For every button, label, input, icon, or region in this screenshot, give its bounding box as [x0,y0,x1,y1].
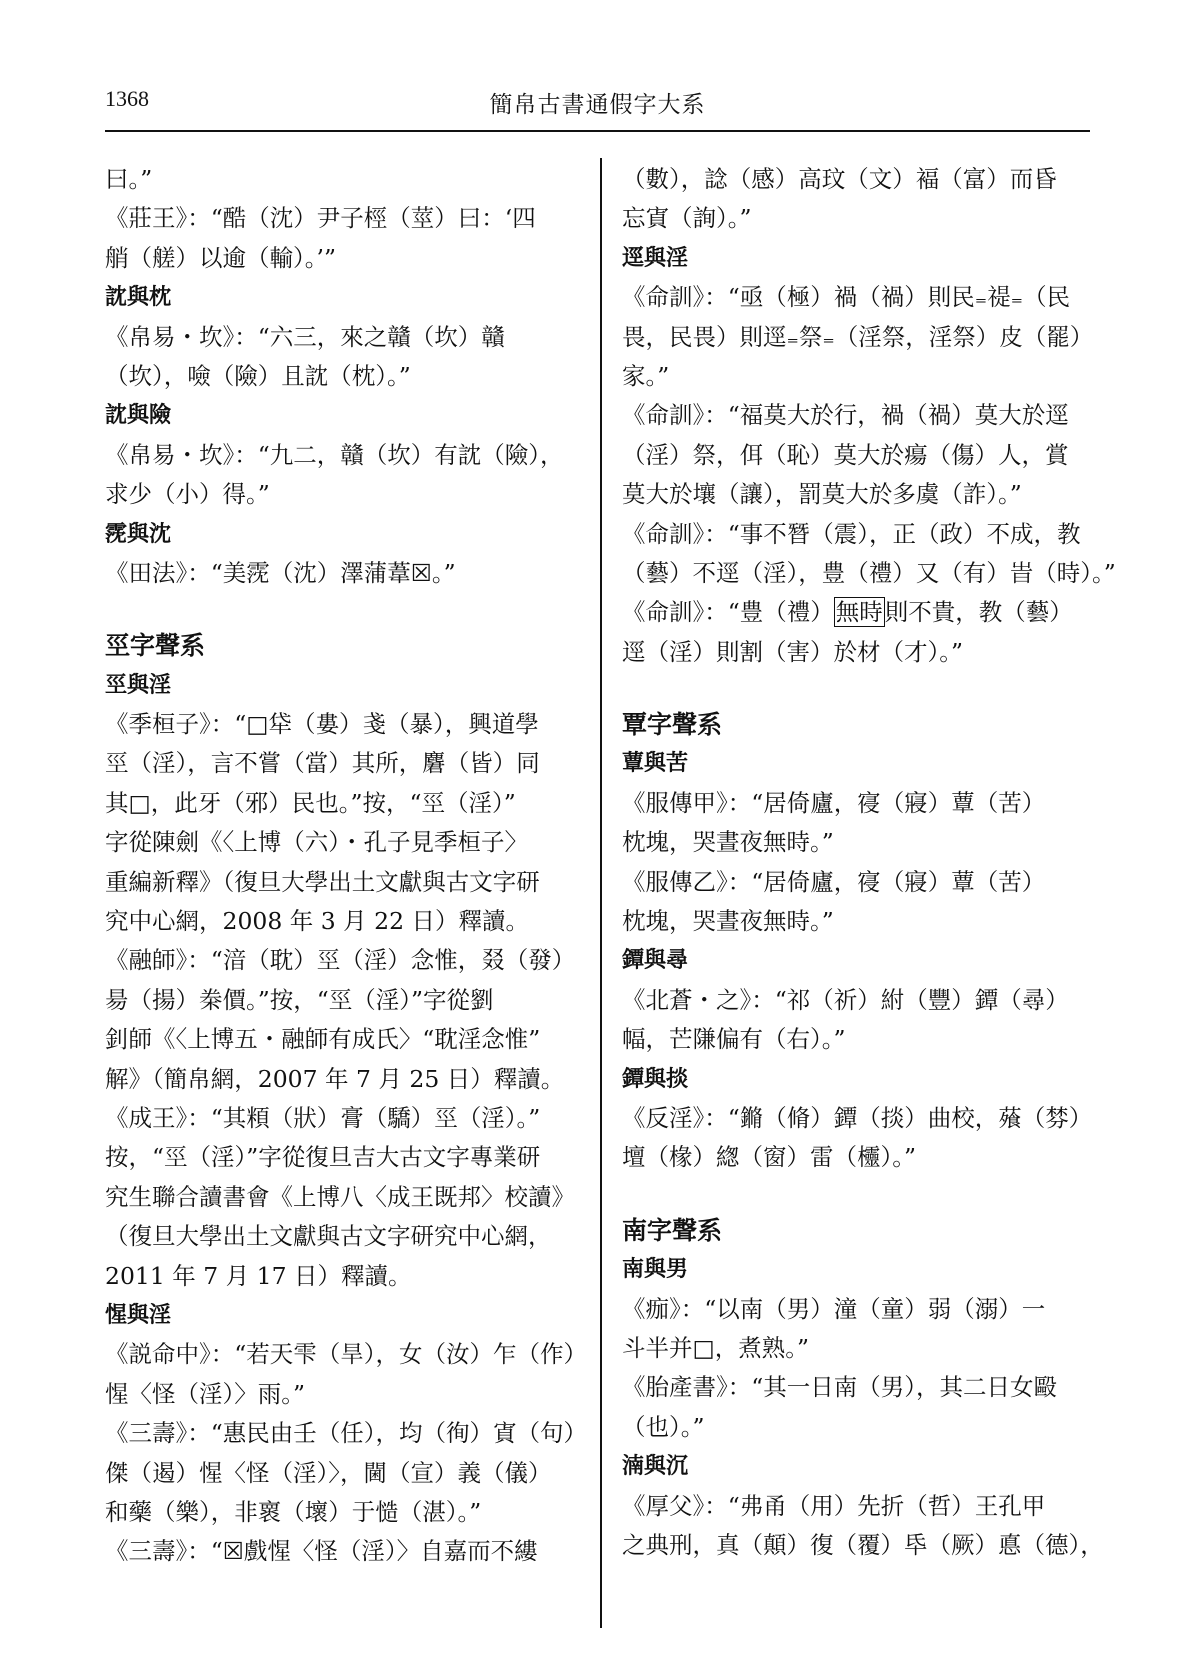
text-line: 《帛易・坎》：“六三，來之贛（坎）贛 [105,322,505,351]
text-line: 《命訓》：“福莫大於行，禍（禍）莫大於逕 [622,401,1069,430]
text-line: （數），諗（感）高玟（文）褔（富）而昏 [622,165,1057,193]
entry-heading: 蕈與苦 [622,751,689,777]
text-line [622,593,1090,632]
text-line: 重編新釋》（復旦大學出土文獻與古文字研 [105,867,540,896]
text-line: 巠（淫），言不嘗（當）其所，麏（皆）同 [105,749,540,778]
entry-heading: 巠與淫 [105,672,172,698]
text-line: 究中心網，2008 年 3 月 22 日）釋讀。 [105,907,530,936]
text-line: 《田法》：“美霃（沈）澤蒲葦☒。” [105,558,456,587]
text-line: 逕（淫）則割（害）於材（才）。” [622,637,964,666]
text-line: 《成王》：“其頪（狀）膏（驕）巠（淫）。” [105,1103,541,1132]
text-line: 和藥（樂），非褱（壞）于慥（湛）。” [105,1497,482,1526]
text-line: 解》（簡帛網，2007 年 7 月 25 日）釋讀。 [105,1064,565,1093]
text-line: 昜（揚）桊價。”按，“巠（淫）”字從劉 [105,985,494,1014]
right-column [622,160,1116,1565]
text-line: 《命訓》：“事不朁（震），正（政）不成，教 [622,519,1081,548]
text-line: 《三壽》：“惠民由壬（任），均（徇）寊（句） [105,1419,588,1448]
text-line: 《厚父》：“弗甬（用）先折（哲）王孔甲 [622,1491,1046,1520]
text-line: 究生聯合讀書會《上博八〈成王既邦〉校讀》 [105,1182,575,1211]
column-divider [600,158,602,1628]
text-line: 《説命中》：“若天雫（旱），女（汝）乍（作） [105,1340,588,1369]
entry-heading: 鐔與掞 [622,1066,689,1092]
entry-heading: 惺與淫 [105,1302,172,1328]
text-line: 釗師《〈上博五・融師有成氏〉“耽淫念惟” [105,1025,541,1054]
section-heading: 覃字聲系 [622,710,723,740]
text-line: 《命訓》：“亟（極）禍（禍）則民₌禔₌（民 [622,283,1071,312]
text-line: 《季桓子》：“□牮（婁）戔（暴），興道學 [105,710,539,739]
text-line: 其□，此牙（邪）民也。”按，“巠（淫）” [105,788,516,817]
boxed-characters: 無時 [835,598,883,627]
entry-heading: 訦與險 [105,403,172,429]
section-gap [622,1178,1090,1211]
text-line: （藝）不逕（淫），豊（禮）又（有）旹（時）。” [622,558,1116,587]
text-line: 惺〈怪（淫）〉雨。” [105,1379,306,1408]
entry-heading: 湳與沉 [622,1454,689,1480]
entry-heading: 南與男 [622,1257,689,1283]
text-line: 枕塊，哭晝夜無時。” [622,907,834,936]
text-line: 《莊王》：“酷（沈）尹子桱（莖）曰：‘四 [105,204,536,233]
section-heading: 南字聲系 [622,1215,723,1245]
text-line: 莫大於壤（讓），罰莫大於多虞（詐）。” [622,480,1022,509]
text-line: 壇（椽）緫（窗）雷（欞）。” [622,1143,917,1172]
page-number: 1368 [105,86,149,111]
text-line: （坎），噞（險）且訦（枕）。” [105,361,411,390]
text-line: 《三壽》：“☒戲惺〈怪（淫）〉自嘉而不縷 [105,1537,538,1566]
text-line: 幅，芒隒偏有（右）。” [622,1025,846,1054]
text-line: 艄（艖）以逾（輸）。’” [105,243,336,272]
text-line: 傑（遏）惺〈怪（淫）〉，閫（宣）義（儀） [105,1458,552,1487]
text-line: 《服傳乙》：“居倚廬，寑（寢）蕈（苦） [622,867,1046,896]
text-line: 曰。” [105,165,153,193]
text-line: 求少（小）得。” [105,480,270,509]
text-line: 《痂》：“以南（男）潼（童）弱（溺）一 [622,1294,1046,1323]
text-line: 《融師》：“湆（耽）巠（淫）念惟，叕（發） [105,946,576,975]
text-line: 《反淫》：“鏅（脩）鐔（掞）曲校，蕵（棼） [622,1103,1093,1132]
text-line: 忘寊（詢）。” [622,204,752,233]
left-column [105,160,588,1572]
text-line: 之典刑，真（顛）復（覆）氒（厥）悳（德）， [622,1530,1104,1559]
entry-heading: 逕與淫 [622,245,689,271]
text-segment: 《命訓》：“豊（禮） [622,598,834,627]
text-line: 《胎產書》：“其一日南（男），其二日女毆 [622,1373,1058,1402]
text-line: 斗半并□，煮熟。” [622,1333,809,1362]
section-heading: 巠字聲系 [105,631,206,661]
section-gap [622,672,1090,705]
entry-heading: 鐔與尋 [622,948,689,974]
text-line: 《北蒼・之》：“祁（祈）紨（豐）鐔（尋） [622,985,1069,1014]
text-line: （也）。” [622,1412,705,1441]
section-gap [105,593,573,626]
text-segment: 則不貴，教（藝） [884,598,1073,627]
entry-heading: 訦與枕 [105,285,172,311]
text-line: 《服傳甲》：“居倚廬，寑（寢）蕈（苦） [622,788,1046,817]
text-line: （淫）祭，佴（恥）莫大於瘍（傷）人，賞 [622,440,1069,469]
text-line: 家。” [622,361,670,390]
page-header [105,86,1090,126]
entry-heading: 霃與沈 [105,521,172,547]
text-line: 枕塊，哭晝夜無時。” [622,828,834,857]
text-line: 字從陳劍《〈上博（六）・孔子見季桓子〉 [105,828,528,857]
header-rule [105,130,1090,132]
text-line: 按，“巠（淫）”字從復旦吉大古文字專業研 [105,1143,541,1172]
running-title: 簡帛古書通假字大系 [489,92,706,118]
text-line: （復旦大學出土文獻與古文字研究中心網， [105,1222,552,1251]
text-line: 畏，民畏）則逕₌祭₌（淫祭，淫祭）皮（罷） [622,322,1094,351]
text-line: 《帛易・坎》：“九二，贛（坎）有訦（險）， [105,440,564,469]
text-line: 2011 年 7 月 17 日）釋讀。 [105,1261,412,1290]
